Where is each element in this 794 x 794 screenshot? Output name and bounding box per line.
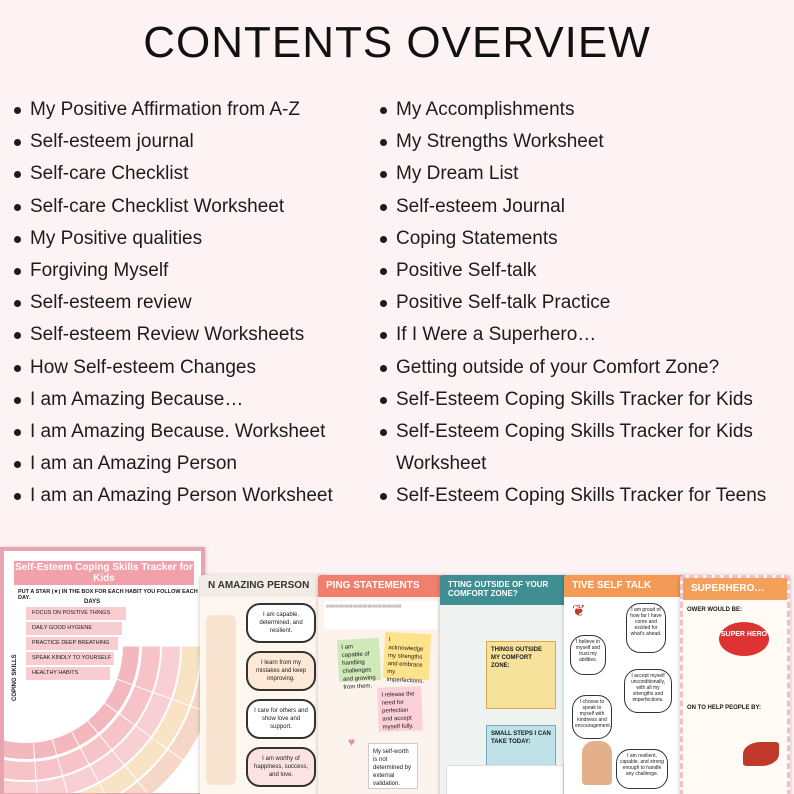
hero-title: SUPERHERO… bbox=[683, 578, 787, 600]
preview-tracker-page bbox=[0, 547, 205, 794]
selftalk-bubble: I accept myself unconditionally, with all my strengths and imperfections. bbox=[624, 669, 672, 713]
contents-item: My Positive Affirmation from A-Z bbox=[12, 94, 382, 126]
contents-item: Self-Esteem Coping Skills Tracker for Teens bbox=[378, 480, 788, 512]
worksheet-previews bbox=[0, 545, 794, 794]
superhero-badge: SUPER HERO bbox=[719, 622, 769, 656]
contents-list-left bbox=[12, 94, 382, 513]
contents-item: Getting outside of your Comfort Zone? bbox=[378, 352, 788, 384]
preview-coping-page bbox=[318, 575, 444, 794]
coping-title: PING STATEMENTS bbox=[318, 575, 444, 597]
selftalk-bubble: I believe in myself and trust my abilities. bbox=[570, 635, 606, 675]
tracker-habit: SPEAK KINDLY TO YOURSELF bbox=[26, 652, 114, 665]
comfort-title: TTING OUTSIDE OF YOUR COMFORT ZONE? bbox=[440, 575, 568, 605]
coping-note: My self-worth is not determined by external validation. bbox=[368, 743, 418, 789]
selftalk-title: TIVE SELF TALK bbox=[564, 575, 686, 597]
amazing-bubble: I am worthy of happiness, success, and love. bbox=[246, 747, 316, 787]
preview-comfort-page bbox=[440, 575, 568, 794]
contents-item: I am an Amazing Person bbox=[12, 448, 382, 480]
coping-note: I release the need for perfection and accept myself fully. bbox=[377, 686, 423, 732]
contents-item: My Accomplishments bbox=[378, 94, 788, 126]
contents-item: My Dream List bbox=[378, 158, 788, 190]
contents-item: Self-care Checklist bbox=[12, 158, 382, 190]
selftalk-bubble: I choose to speak to myself with kindness and encouragement. bbox=[572, 695, 612, 739]
contents-item: Worksheet bbox=[396, 453, 487, 475]
tracker-title: Self-Esteem Coping Skills Tracker for Kids bbox=[15, 562, 193, 584]
preview-selftalk-page bbox=[564, 575, 686, 794]
tracker-habit: DAILY GOOD HYGIENE bbox=[26, 622, 122, 635]
contents-item: Positive Self-talk bbox=[378, 255, 788, 287]
selftalk-bubble: I am resilient, capable, and strong enough to handle any challenge. bbox=[616, 749, 668, 789]
amazing-side-column bbox=[206, 615, 236, 785]
heart-icon: ♥ bbox=[348, 735, 356, 749]
amazing-bubble: I am capable, determined, and resilient. bbox=[246, 603, 316, 643]
contents-item: How Self-esteem Changes bbox=[12, 352, 382, 384]
page-title: CONTENTS OVERVIEW bbox=[143, 18, 651, 67]
amazing-bubble: I learn from my mistakes and keep improving. bbox=[246, 651, 316, 691]
tracker-instruction: PUT A STAR (★) IN THE BOX FOR EACH HABIT YOU FOLLOW EACH DAY. bbox=[18, 589, 198, 601]
tracker-days-label: DAYS bbox=[84, 599, 101, 605]
contents-item: Forgiving Myself bbox=[12, 255, 382, 287]
contents-item: I am an Amazing Person Worksheet bbox=[12, 480, 382, 512]
contents-item: Self-Esteem Coping Skills Tracker for Kids bbox=[378, 416, 788, 448]
coping-note: I acknowledge my strengths and embrace my imperfections. bbox=[383, 632, 431, 680]
contents-item: If I Were a Superhero… bbox=[378, 319, 788, 351]
hero-power-line: OWER WOULD BE: bbox=[687, 607, 742, 613]
amazing-title: N AMAZING PERSON bbox=[200, 575, 328, 597]
contents-item: Self-esteem Review Worksheets bbox=[12, 319, 382, 351]
coping-note: I am capable of handling challenges and growing from them. bbox=[337, 638, 381, 682]
amazing-bubble: I care for others and show love and support. bbox=[246, 699, 316, 739]
tracker-habit: FOCUS ON POSITIVE THINGS bbox=[26, 607, 126, 620]
contents-list-right bbox=[378, 94, 788, 513]
comfort-notes-area bbox=[446, 765, 564, 794]
contents-item: I am Amazing Because… bbox=[12, 384, 382, 416]
contents-item: Self-esteem Journal bbox=[378, 191, 788, 223]
hero-help-line: ON TO HELP PEOPLE BY: bbox=[687, 705, 762, 711]
tracker-habit: HEALTHY HABITS bbox=[26, 667, 110, 680]
contents-item: Positive Self-talk Practice bbox=[378, 287, 788, 319]
selftalk-bubble: I am proud of how far I have come and excited for what's ahead. bbox=[626, 603, 666, 653]
contents-item: Self-esteem review bbox=[12, 287, 382, 319]
child-illustration bbox=[582, 741, 612, 785]
flying-hero-illustration bbox=[743, 742, 779, 766]
tracker-habit: PRACTICE DEEP BREATHING bbox=[26, 637, 118, 650]
contents-item: Coping Statements bbox=[378, 223, 788, 255]
preview-amazing-page bbox=[200, 575, 328, 794]
contents-item: Self-esteem journal bbox=[12, 126, 382, 158]
tracker-side-label: COPING SKILLS bbox=[12, 654, 18, 701]
maple-leaf-icon: ❦ bbox=[572, 603, 586, 620]
coping-intro-block: ▤▤▤▤▤▤▤▤▤▤▤▤▤▤▤▤▤▤▤▤ bbox=[324, 601, 438, 629]
comfort-outside-box: THINGS OUTSIDE MY COMFORT ZONE: bbox=[486, 641, 556, 709]
contents-item: My Strengths Worksheet bbox=[378, 126, 788, 158]
contents-item: My Positive qualities bbox=[12, 223, 382, 255]
contents-item: I am Amazing Because. Worksheet bbox=[12, 416, 382, 448]
comfort-steps-box: SMALL STEPS I CAN TAKE TODAY: bbox=[486, 725, 556, 781]
contents-item: Self-care Checklist Worksheet bbox=[12, 191, 382, 223]
contents-item: Self-Esteem Coping Skills Tracker for Kids bbox=[378, 384, 788, 416]
preview-hero-page bbox=[680, 575, 790, 794]
